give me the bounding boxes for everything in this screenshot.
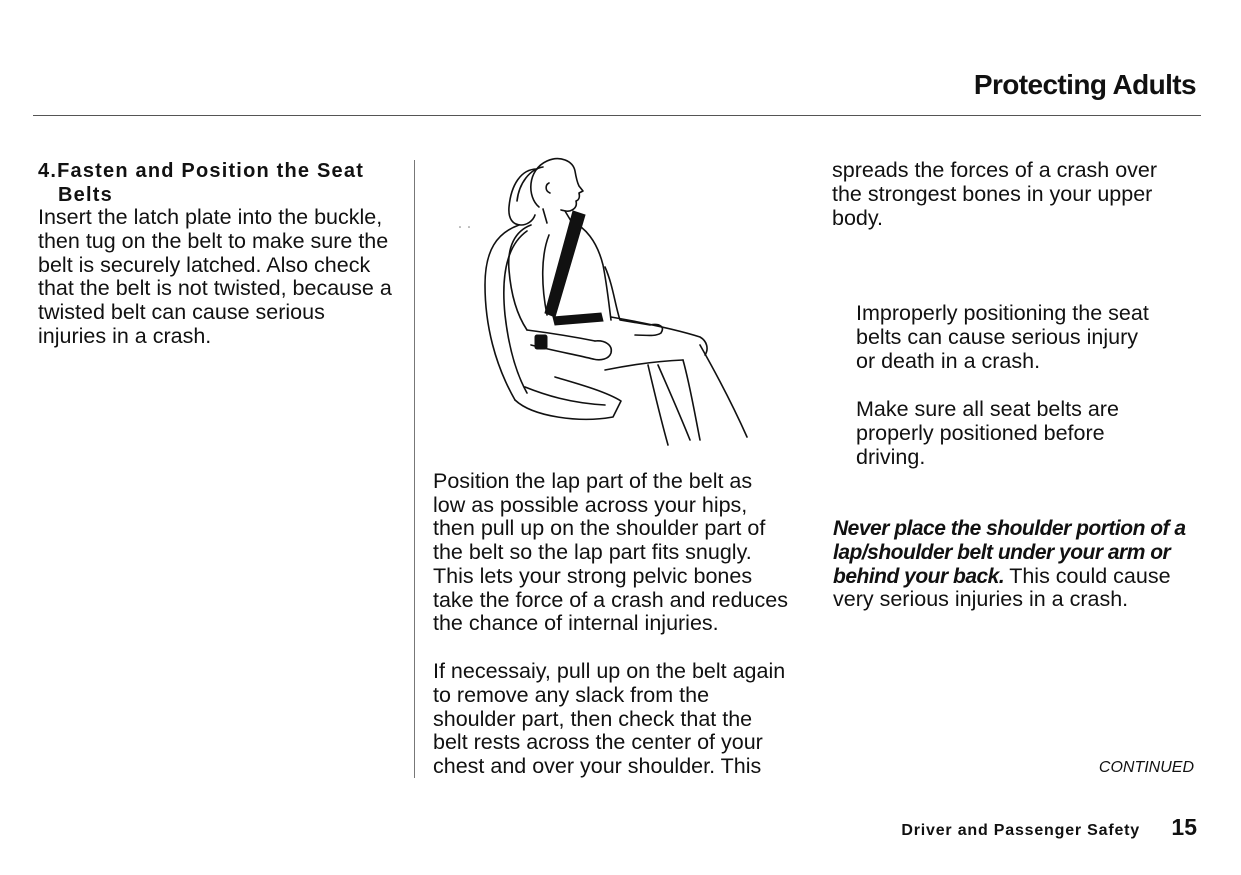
hand (593, 341, 611, 360)
stray-dots (459, 226, 470, 228)
text-line: the belt so the lap part fits snugly. (433, 540, 752, 565)
warning-line: Make sure all seat belts are (856, 397, 1119, 421)
text-line: then tug on the belt to make sure the (38, 228, 389, 253)
page-number: 15 (1171, 814, 1197, 840)
headrest-edge (517, 167, 543, 201)
warning-line: Improperly positioning the seat (856, 301, 1149, 325)
seated-occupant-illustration (455, 155, 760, 450)
dot (468, 226, 470, 228)
warning-line: driving. (856, 444, 926, 469)
section-heading-line: 4.Fasten and Position the Seat (38, 160, 365, 182)
text-line: twisted belt can cause serious (38, 300, 325, 325)
middle-paragraph (433, 660, 785, 779)
thigh (611, 317, 707, 355)
lap-belt (553, 313, 603, 325)
text-line: take the force of a crash and reduces (433, 587, 788, 612)
continued-label: CONTINUED (1098, 759, 1194, 776)
caution-mixed-line (833, 565, 1186, 589)
text-line: that the belt is not twisted, because a (38, 276, 392, 301)
text-line: then pull up on the shoulder part of (433, 516, 766, 541)
middle-paragraph (433, 470, 788, 636)
text-line: spreads the forces of a crash over (832, 158, 1158, 182)
warning-line: properly positioned before (856, 420, 1105, 445)
caution-emphasis-line: Never place the shoulder portion of a (833, 517, 1186, 540)
warning-message (856, 302, 1149, 373)
caution-emphasis-tail: behind your back. (833, 564, 1005, 588)
footer-section-title: Driver and Passenger Safety (901, 822, 1140, 839)
seat-back-inner-edge (504, 231, 527, 393)
caution-emphasis-line: lap/shoulder belt under your arm or (833, 540, 1171, 564)
text-line: the strongest bones in your upper (832, 181, 1153, 206)
upper-arm (509, 225, 531, 330)
warning-line: or death in a crash. (856, 348, 1041, 373)
near-shin (683, 345, 747, 440)
head (531, 159, 583, 212)
text-line: shoulder part, then check that the (433, 706, 753, 731)
section-heading-line: Belts (58, 184, 113, 206)
page-title: Protecting Adults (973, 69, 1196, 100)
text-line: belt rests across the center of your (433, 730, 763, 755)
header-rule (33, 115, 1201, 116)
text-line: the chance of internal injuries. (433, 611, 719, 636)
left-paragraph (38, 206, 392, 349)
caution-paragraph (833, 517, 1186, 612)
text-line: Insert the latch plate into the buckle, (38, 205, 383, 229)
text-line: to remove any slack from the (433, 682, 710, 707)
section-heading (38, 159, 364, 207)
seat-cushion (515, 377, 621, 419)
far-shin (648, 365, 690, 445)
warning-instruction (856, 398, 1119, 469)
text-line: Position the lap part of the belt as (433, 469, 753, 493)
text-line: This lets your strong pelvic bones (433, 563, 753, 588)
belt-buckle (535, 335, 547, 349)
column-divider (414, 160, 415, 778)
right-paragraph (832, 159, 1157, 230)
text-line: belt is securely latched. Also check (38, 252, 371, 277)
text-line: injuries in a crash. (38, 323, 212, 348)
caution-text-tail: This could cause (1009, 563, 1171, 588)
shoulder-belt (545, 211, 585, 317)
caution-text-line: very serious injuries in a crash. (833, 587, 1129, 612)
text-line: low as possible across your hips, (433, 492, 748, 517)
text-line: chest and over your shoulder. This (433, 754, 762, 779)
ear (546, 183, 550, 193)
dot (459, 226, 461, 228)
seat-back (485, 225, 519, 400)
warning-line: belts can cause serious injury (856, 324, 1139, 349)
text-line: If necessaiy, pull up on the belt again (433, 659, 786, 683)
text-line: body. (832, 205, 883, 230)
thigh-underside (605, 360, 683, 370)
